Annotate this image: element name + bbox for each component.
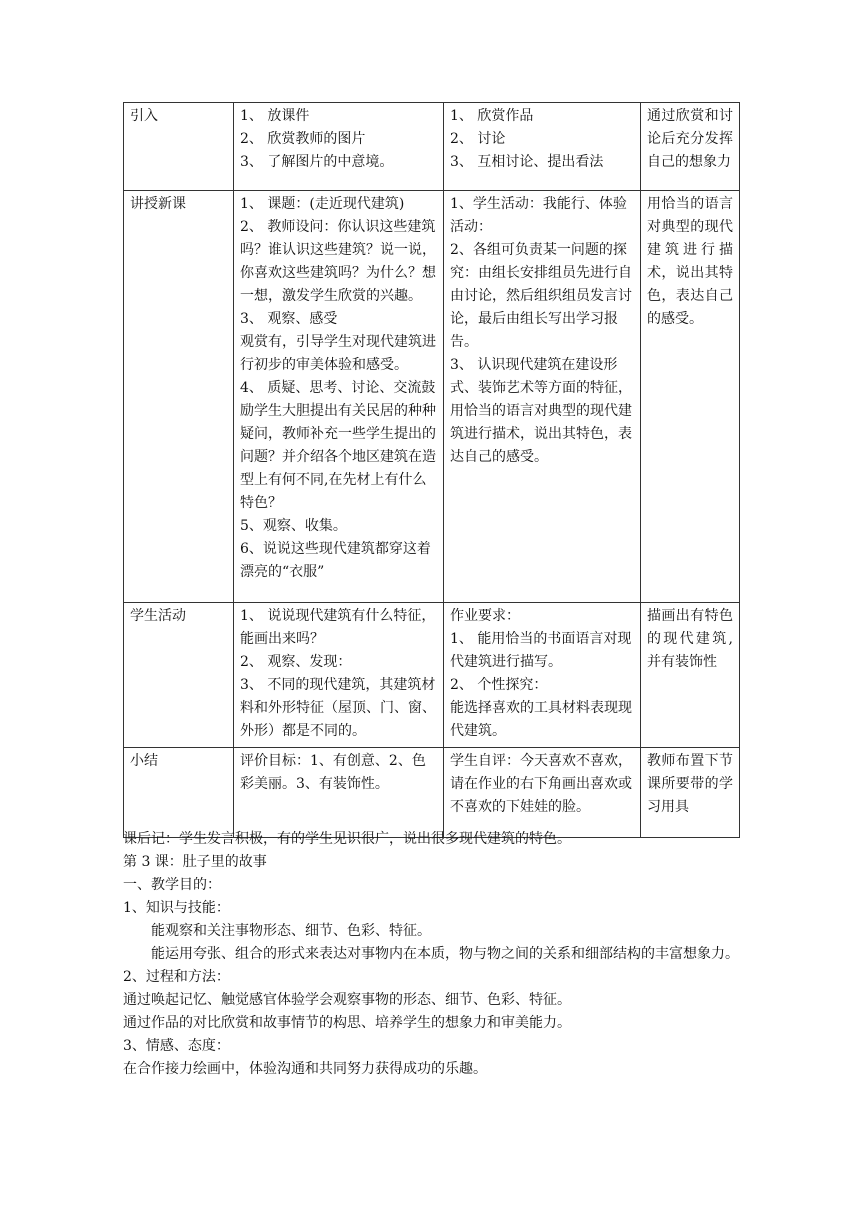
objective-text: 通过作品的对比欣赏和故事情节的构思、培养学生的想象力和审美能力。	[123, 1015, 571, 1031]
cell-text: 2、 欣赏教师的图片	[240, 131, 366, 147]
objective-heading: 3、情感、态度：	[123, 1038, 230, 1054]
stage-cell: 讲授新课	[124, 191, 234, 603]
after-class-note: 课后记：学生发言积极，有的学生见识很广，说出很多现代建筑的特色。	[123, 831, 571, 847]
cell-text: 3、 观察、感受	[240, 311, 338, 327]
objective-text: 能运用夸张、组合的形式来表达对事物内在本质，物与物之间的关系和细部结构的丰富想象力。	[151, 946, 739, 962]
student-activity-cell	[444, 103, 641, 191]
cell-text: 1、学生活动：我能行、体验活动：	[450, 196, 627, 235]
cell-text: 1、 说说现代建筑有什么特征，能画出来吗？	[240, 608, 436, 647]
cell-text: 2、各组可负责某一问题的探究：由组长安排组员先进行自由讨论，然后组织组员发言讨论，最后由组长写出学习报告。	[450, 242, 632, 350]
cell-text: 1、 课题：(走近现代建筑)	[240, 196, 405, 212]
cell-text: 3、 互相讨论、提出看法	[450, 154, 604, 170]
purpose-cell: 描画出有特色的现代建筑,并有装饰性	[641, 603, 740, 748]
objective-text: 在合作接力绘画中，体验沟通和共同努力获得成功的乐趣。	[123, 1061, 487, 1077]
cell-text: 作业要求：	[450, 608, 520, 624]
lesson-title: 第 3 课：肚子里的故事	[123, 854, 267, 870]
table-row	[124, 603, 740, 748]
lesson-plan-table	[123, 102, 740, 838]
objective-text: 通过唤起记忆、触觉感官体验学会观察事物的形态、细节、色彩、特征。	[123, 992, 571, 1008]
table-row	[124, 191, 740, 603]
table-row	[124, 748, 740, 838]
cell-text: 6、说说这些现代建筑都穿这着漂亮的“衣服”	[240, 541, 431, 580]
student-activity-cell	[444, 191, 641, 603]
lesson-notes	[123, 828, 739, 1081]
cell-text: 1、 能用恰当的书面语言对现代建筑进行描写。	[450, 631, 632, 670]
stage-cell: 引入	[124, 103, 234, 191]
stage-cell: 小结	[124, 748, 234, 838]
cell-text: 3、 了解图片的中意境。	[240, 154, 394, 170]
cell-text: 3、 认识现代建筑在建设形式、装饰艺术等方面的特征，用恰当的语言对典型的现代建筑进行描术，说出其特色，表达自己的感受。	[450, 357, 632, 465]
stage-cell: 学生活动	[124, 603, 234, 748]
objective-heading: 2、过程和方法：	[123, 969, 230, 985]
objective-heading: 1、知识与技能：	[123, 900, 230, 916]
cell-text: 2、 观察、发现：	[240, 654, 352, 670]
cell-text: 评价目标：1、有创意、2、色彩美丽。3、有装饰性。	[240, 753, 426, 792]
teacher-activity-cell	[234, 103, 444, 191]
purpose-cell: 通过欣赏和讨论后充分发挥自己的想象力	[641, 103, 740, 191]
purpose-cell: 教师布置下节课所要带的学习用具	[641, 748, 740, 838]
student-activity-cell	[444, 603, 641, 748]
table-row	[124, 103, 740, 191]
cell-text: 2、 教师设问：你认识这些建筑吗？谁认识这些建筑？说一说，你喜欢这些建筑吗？为什么？想一想，激发学生欣赏的兴趣。	[240, 219, 436, 304]
teacher-activity-cell	[234, 748, 444, 838]
cell-text: 能选择喜欢的工具材料表现现代建筑。	[450, 700, 632, 739]
cell-text: 4、 质疑、思考、讨论、交流鼓励学生大胆提出有关民居的种种疑问，教师补充一些学生提出的问题？并介绍各个地区建筑在造型上有何不同,在先材上有什么特色？	[240, 380, 436, 511]
section-heading: 一、教学目的：	[123, 877, 221, 893]
cell-text: 观赏有，引导学生对现代建筑进行初步的审美体验和感受。	[240, 334, 436, 373]
cell-text: 2、 个性探究：	[450, 677, 548, 693]
cell-text: 5、观察、收集。	[240, 518, 347, 534]
objective-text: 能观察和关注事物形态、细节、色彩、特征。	[151, 923, 431, 939]
cell-text: 2、 讨论	[450, 131, 506, 147]
teacher-activity-cell	[234, 603, 444, 748]
cell-text: 1、 欣赏作品	[450, 108, 534, 124]
student-activity-cell	[444, 748, 641, 838]
cell-text: 3、 不同的现代建筑，其建筑材料和外形特征（屋顶、门、窗、外形）都是不同的。	[240, 677, 436, 739]
teacher-activity-cell	[234, 191, 444, 603]
purpose-cell: 用恰当的语言对典型的现代建筑进行描术，说出其特色，表达自己的感受。	[641, 191, 740, 603]
cell-text: 学生自评：今天喜欢不喜欢，请在作业的右下角画出喜欢或不喜欢的下娃娃的脸。	[450, 753, 632, 815]
cell-text: 1、 放课件	[240, 108, 310, 124]
